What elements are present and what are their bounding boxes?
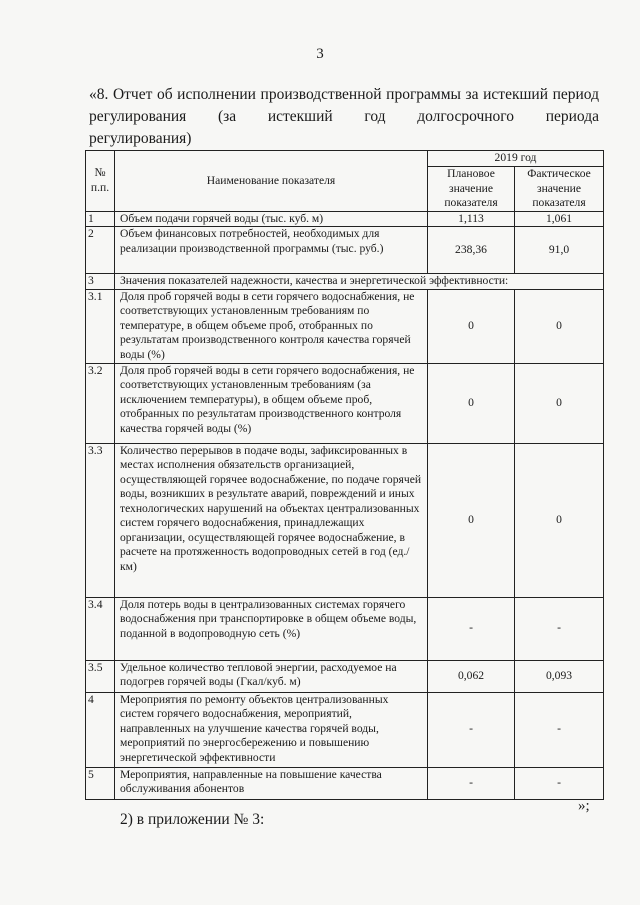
row-fact: - <box>515 767 604 799</box>
row-num: 4 <box>86 692 115 767</box>
header-num: № п.п. <box>86 151 115 212</box>
row-name: Доля проб горячей воды в сети горячего водоснабжения, не соответствующих установленным требованиям по температуре, в общем объеме проб, отобранных по результатам производственного контроля качества горячей воды (%) <box>115 289 428 363</box>
row-fact: 0 <box>515 289 604 363</box>
row-num: 3.3 <box>86 443 115 597</box>
row-name: Количество перерывов в подаче воды, зафиксированных в местах исполнения обязательств организацией, осуществляющей горячее водоснабжение, по подаче горячей воды, возникших в результате аварий, повреждений и иных технологических нарушений на объектах централизованных систем горячего водоснабжения, принадлежащих организации, осуществляющей горячее водоснабжение, в расчете на протяженность водопроводных сетей в год (ед./км) <box>115 443 428 597</box>
row-name: Удельное количество тепловой энергии, расходуемое на подогрев горячей воды (Гкал/куб. м) <box>115 660 428 692</box>
table-row <box>86 692 604 767</box>
row-name: Мероприятия, направленные на повышение качества обслуживания абонентов <box>115 767 428 799</box>
row-plan: 0 <box>428 363 515 443</box>
row-fact: 91,0 <box>515 227 604 274</box>
row-plan: 0,062 <box>428 660 515 692</box>
row-num: 5 <box>86 767 115 799</box>
row-num: 3.5 <box>86 660 115 692</box>
row-plan: 1,113 <box>428 211 515 227</box>
table-row <box>86 597 604 660</box>
row-plan: 0 <box>428 443 515 597</box>
header-year: 2019 год <box>428 151 604 167</box>
row-num: 3 <box>86 274 115 290</box>
row-num: 3.1 <box>86 289 115 363</box>
header-fact: Фактическое значение показателя <box>515 167 604 212</box>
row-plan: 238,36 <box>428 227 515 274</box>
row-name: Доля потерь воды в централизованных системах горячего водоснабжения при транспортировке в общем объеме воды, поданной в водопроводную сеть (%) <box>115 597 428 660</box>
row-name: Доля проб горячей воды в сети горячего водоснабжения, не соответствующих установленным требованиям (за исключением температуры), в общем объеме проб, отобранных по результатам производственного контроля качества горячей воды (%) <box>115 363 428 443</box>
table-row <box>86 274 604 290</box>
section-heading-last-line: регулирования) <box>89 130 192 147</box>
section-heading: «8. Отчет об исполнении производственной программы за истекший период регулирования (за истекший год долгосрочного периода <box>89 86 599 125</box>
table-row <box>86 767 604 799</box>
row-plan: - <box>428 692 515 767</box>
row-num: 2 <box>86 227 115 274</box>
row-num: 3.2 <box>86 363 115 443</box>
row-fact: 0 <box>515 363 604 443</box>
row-fact: - <box>515 597 604 660</box>
page-number: 3 <box>316 46 324 62</box>
table-row <box>86 443 604 597</box>
table-row <box>86 211 604 227</box>
row-name: Объем подачи горячей воды (тыс. куб. м) <box>115 211 428 227</box>
row-fact: 0,093 <box>515 660 604 692</box>
header-plan: Плановое значение показателя <box>428 167 515 212</box>
row-fact: - <box>515 692 604 767</box>
row-name: Значения показателей надежности, качества и энергетической эффективности: <box>115 274 604 290</box>
row-plan: - <box>428 767 515 799</box>
row-name: Мероприятия по ремонту объектов централизованных систем горячего водоснабжения, мероприятий, направленных на улучшение качества горячей воды, мероприятий по энергосбережению и повышению энергетической эффективности <box>115 692 428 767</box>
row-num: 1 <box>86 211 115 227</box>
row-plan: - <box>428 597 515 660</box>
table-row <box>86 289 604 363</box>
header-name: Наименование показателя <box>115 151 428 212</box>
row-fact: 0 <box>515 443 604 597</box>
row-fact: 1,061 <box>515 211 604 227</box>
table-row <box>86 363 604 443</box>
production-program-report-table <box>85 150 604 800</box>
row-name: Объем финансовых потребностей, необходимых для реализации производственной программы (тыс. руб.) <box>115 227 428 274</box>
row-num: 3.4 <box>86 597 115 660</box>
next-item: 2) в приложении № 3: <box>120 811 265 828</box>
table-row <box>86 660 604 692</box>
table-row <box>86 227 604 274</box>
closing-quote: »; <box>578 798 590 814</box>
row-plan: 0 <box>428 289 515 363</box>
